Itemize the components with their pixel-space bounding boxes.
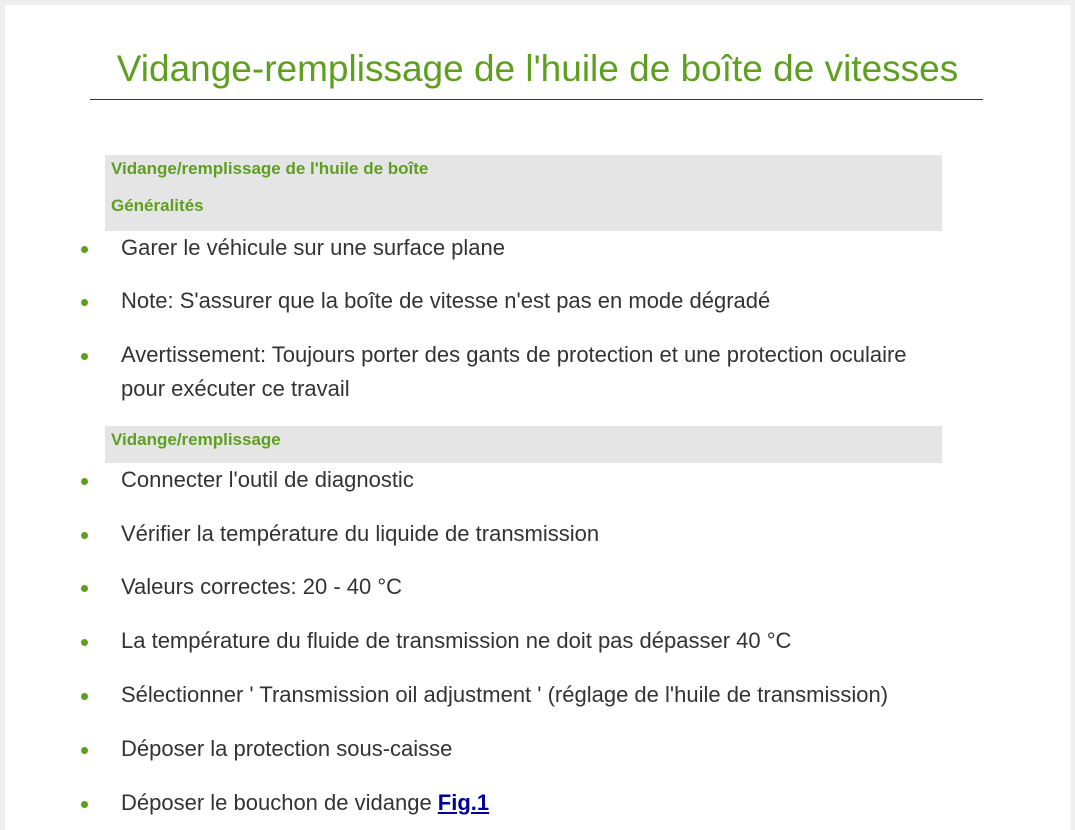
list-item-text: Valeurs correctes: 20 - 40 °C (121, 574, 403, 599)
figure-1-link[interactable]: Fig.1 (437, 790, 490, 815)
list-item-text: Avertissement: Toujours porter des gants de protection et une protection oculaire pour exécuter ce travail (121, 342, 907, 401)
list-item-text: Connecter l'outil de diagnostic (121, 467, 414, 492)
section-subheading: Généralités (111, 196, 204, 215)
section-header-drain-fill (105, 426, 942, 463)
bullet-icon (81, 532, 88, 539)
list-item-text: Garer le véhicule sur une surface plane (121, 235, 505, 260)
bullet-icon (81, 585, 88, 592)
bullet-icon (81, 639, 88, 646)
list-item-text (121, 786, 951, 820)
bullet-icon (81, 299, 88, 306)
section-heading: Vidange/remplissage de l'huile de boîte (111, 159, 429, 178)
list-item-label: Déposer le bouchon de vidange (121, 790, 438, 815)
list-item-text: Vérifier la température du liquide de transmission (121, 521, 600, 546)
bullet-icon (81, 246, 88, 253)
bullet-icon (81, 801, 88, 808)
document-page (5, 5, 1070, 830)
bullet-icon (81, 747, 88, 754)
list-item-text: La température du fluide de transmission ne doit pas dépasser 40 °C (121, 628, 792, 653)
title-divider (90, 99, 983, 100)
bullet-icon (81, 693, 88, 700)
section-header-general (105, 155, 942, 231)
list-item-text: Déposer la protection sous-caisse (121, 736, 453, 761)
section-heading: Vidange/remplissage (111, 430, 281, 449)
bullet-icon (81, 353, 88, 360)
list-item-text: Sélectionner ' Transmission oil adjustment ' (réglage de l'huile de transmission) (121, 682, 889, 707)
list-item-text: Note: S'assurer que la boîte de vitesse n'est pas en mode dégradé (121, 288, 771, 313)
bullet-icon (81, 478, 88, 485)
page-title: Vidange-remplissage de l'huile de boîte de vitesses (116, 48, 959, 89)
